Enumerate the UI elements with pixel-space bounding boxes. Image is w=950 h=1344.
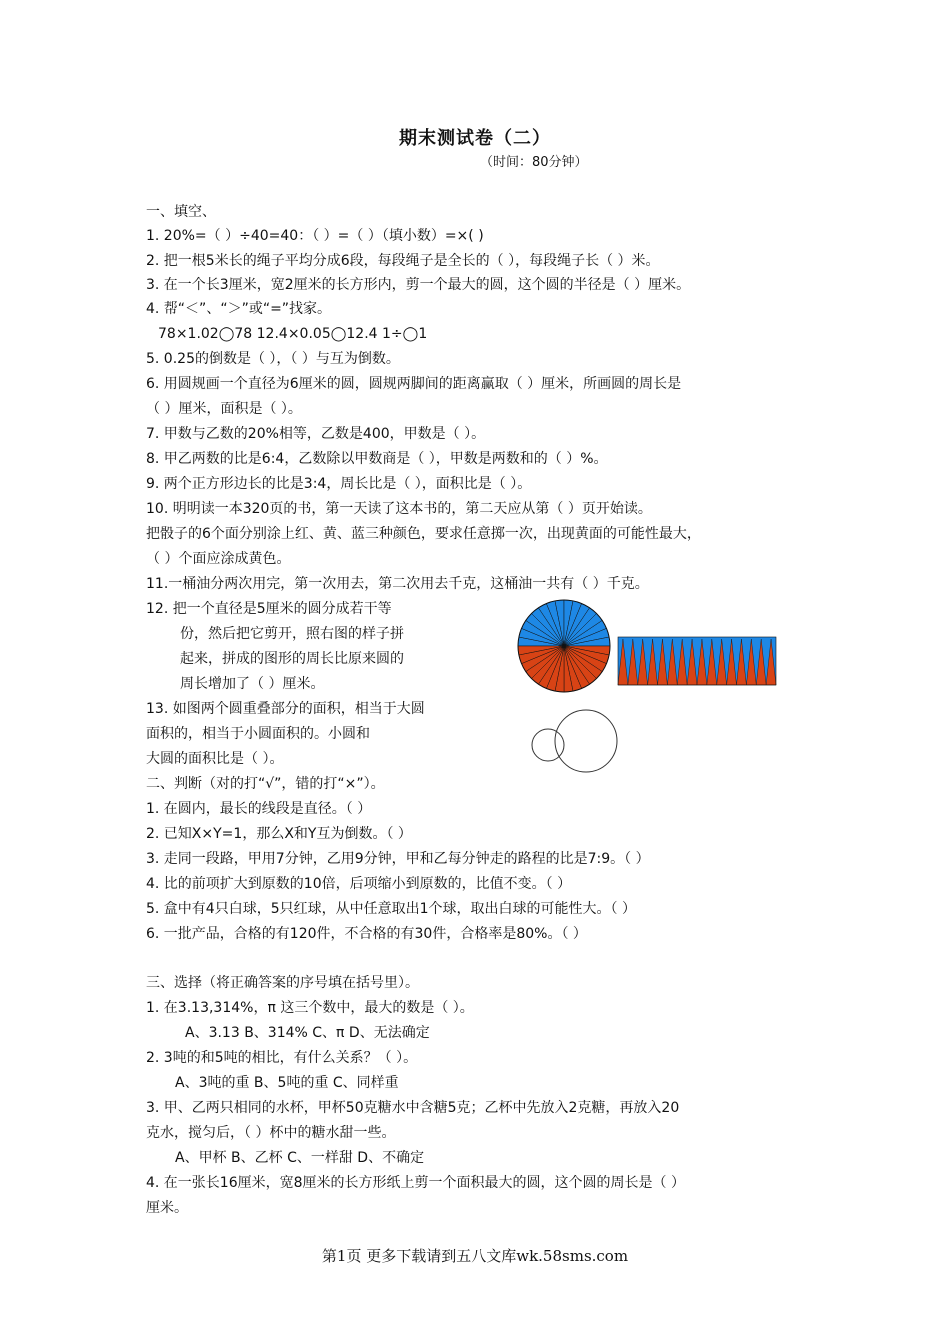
question-line: 8. 甲乙两数的比是6:4，乙数除以甲数商是（ ），甲数是两数和的（ ）%。 bbox=[146, 451, 608, 467]
question-line: 3. 在一个长3厘米，宽2厘米的长方形内，剪一个最大的圆，这个圆的半径是（ ）厘米。 bbox=[146, 277, 691, 293]
question-line: 2. 3吨的和5吨的相比，有什么关系？（ ）。 bbox=[146, 1050, 418, 1066]
question-line: 份，然后把它剪开，照右图的样子拼 bbox=[180, 626, 404, 642]
section-heading-choice: 三、选择（将正确答案的序号填在括号里）。 bbox=[146, 975, 419, 991]
large-circle bbox=[555, 710, 617, 772]
question-line: 1. 在3.13,314%，π 这三个数中，最大的数是（ ）。 bbox=[146, 1000, 474, 1016]
question-line: 4. 比的前项扩大到原数的10倍，后项缩小到原数的，比值不变。（ ） bbox=[146, 876, 572, 892]
question-line: （ ）个面应涂成黄色。 bbox=[146, 551, 291, 567]
question-line: （ ）厘米，面积是（ ）。 bbox=[146, 401, 302, 417]
question-line: 9. 两个正方形边长的比是3:4，周长比是（ ），面积比是（ ）。 bbox=[146, 476, 532, 492]
question-line: 3. 走同一段路，甲用7分钟，乙用9分钟，甲和乙每分钟走的路程的比是7:9。（ ） bbox=[146, 851, 650, 867]
question-line: 12. 把一个直径是5厘米的圆分成若干等 bbox=[146, 601, 392, 617]
page-footer: 第1页 更多下载请到五八文库wk.58sms.com bbox=[321, 1247, 629, 1265]
question-line: 3. 甲、乙两只相同的水杯，甲杯50克糖水中含糖5克；乙杯中先放入2克糖，再放入20 bbox=[146, 1100, 680, 1116]
question-line: 周长增加了（ ）厘米。 bbox=[180, 676, 325, 692]
question-line: 4. 帮“＜”、“＞”或“=”找家。 bbox=[146, 301, 332, 317]
question-line: 6. 用圆规画一个直径为6厘米的圆，圆规两脚间的距离赢取（ ）厘米，所画圆的周长是 bbox=[146, 376, 682, 392]
question-line: 2. 已知X×Y=1，那么X和Y互为倒数。（ ） bbox=[146, 826, 412, 842]
answer-options: A、甲杯 B、乙杯 C、一样甜 D、不确定 bbox=[175, 1150, 425, 1166]
question-line: 5. 盒中有4只白球，5只红球，从中任意取出1个球，取出白球的可能性大。（ ） bbox=[146, 901, 636, 917]
rearranged-strip-figure bbox=[617, 636, 777, 686]
question-line: 1. 20%=（ ）÷40=40：（ ）=（ ）（填小数）=×( ) bbox=[146, 228, 484, 244]
question-line: 4. 在一张长16厘米，宽8厘米的长方形纸上剪一个面积最大的圆，这个圆的周长是（ ） bbox=[146, 1175, 685, 1191]
question-line: 1. 在圆内，最长的线段是直径。（ ） bbox=[146, 801, 372, 817]
page-title: 期末测试卷（二） bbox=[399, 128, 551, 149]
overlapping-circles-figure bbox=[528, 705, 628, 780]
circle-sectors-figure bbox=[514, 596, 614, 696]
question-line: 克水，搅匀后，（ ）杯中的糖水甜一些。 bbox=[146, 1125, 396, 1141]
question-line: 11.一桶油分两次用完，第一次用去，第二次用去千克，这桶油一共有（ ）千克。 bbox=[146, 576, 649, 592]
question-line: 7. 甲数与乙数的20%相等，乙数是400，甲数是（ ）。 bbox=[146, 426, 486, 442]
section-heading-judge: 二、判断（对的打“√”，错的打“×”）。 bbox=[146, 776, 385, 792]
question-line: 5. 0.25的倒数是（ ），（ ）与互为倒数。 bbox=[146, 351, 400, 367]
answer-options: A、3.13 B、314% C、π D、无法确定 bbox=[185, 1025, 430, 1041]
question-line: 6. 一批产品，合格的有120件，不合格的有30件，合格率是80%。（ ） bbox=[146, 926, 587, 942]
question-line: 把骰子的6个面分别涂上红、黄、蓝三种颜色，要求任意掷一次，出现黄面的可能性最大， bbox=[146, 526, 701, 542]
question-line: 厘米。 bbox=[146, 1200, 188, 1216]
page-subtitle: （时间：80分钟） bbox=[480, 155, 588, 170]
question-line: 2. 把一根5米长的绳子平均分成6段，每段绳子是全长的（ ），每段绳子长（ ）米。 bbox=[146, 253, 660, 269]
question-line: 10. 明明读一本320页的书，第一天读了这本书的，第二天应从第（ ）页开始读。 bbox=[146, 501, 652, 517]
answer-options: A、3吨的重 B、5吨的重 C、同样重 bbox=[175, 1075, 399, 1091]
question-line: 大圆的面积比是（ ）。 bbox=[146, 751, 284, 767]
question-line: 起来，拼成的图形的周长比原来圆的 bbox=[180, 651, 404, 667]
question-line: 面积的，相当于小圆面积的。小圆和 bbox=[146, 726, 370, 742]
question-line: 78×1.02◯78 12.4×0.05◯12.4 1÷◯1 bbox=[158, 326, 428, 342]
section-heading-fill: 一、填空、 bbox=[146, 204, 216, 220]
question-line: 13. 如图两个圆重叠部分的面积，相当于大圆 bbox=[146, 701, 425, 717]
